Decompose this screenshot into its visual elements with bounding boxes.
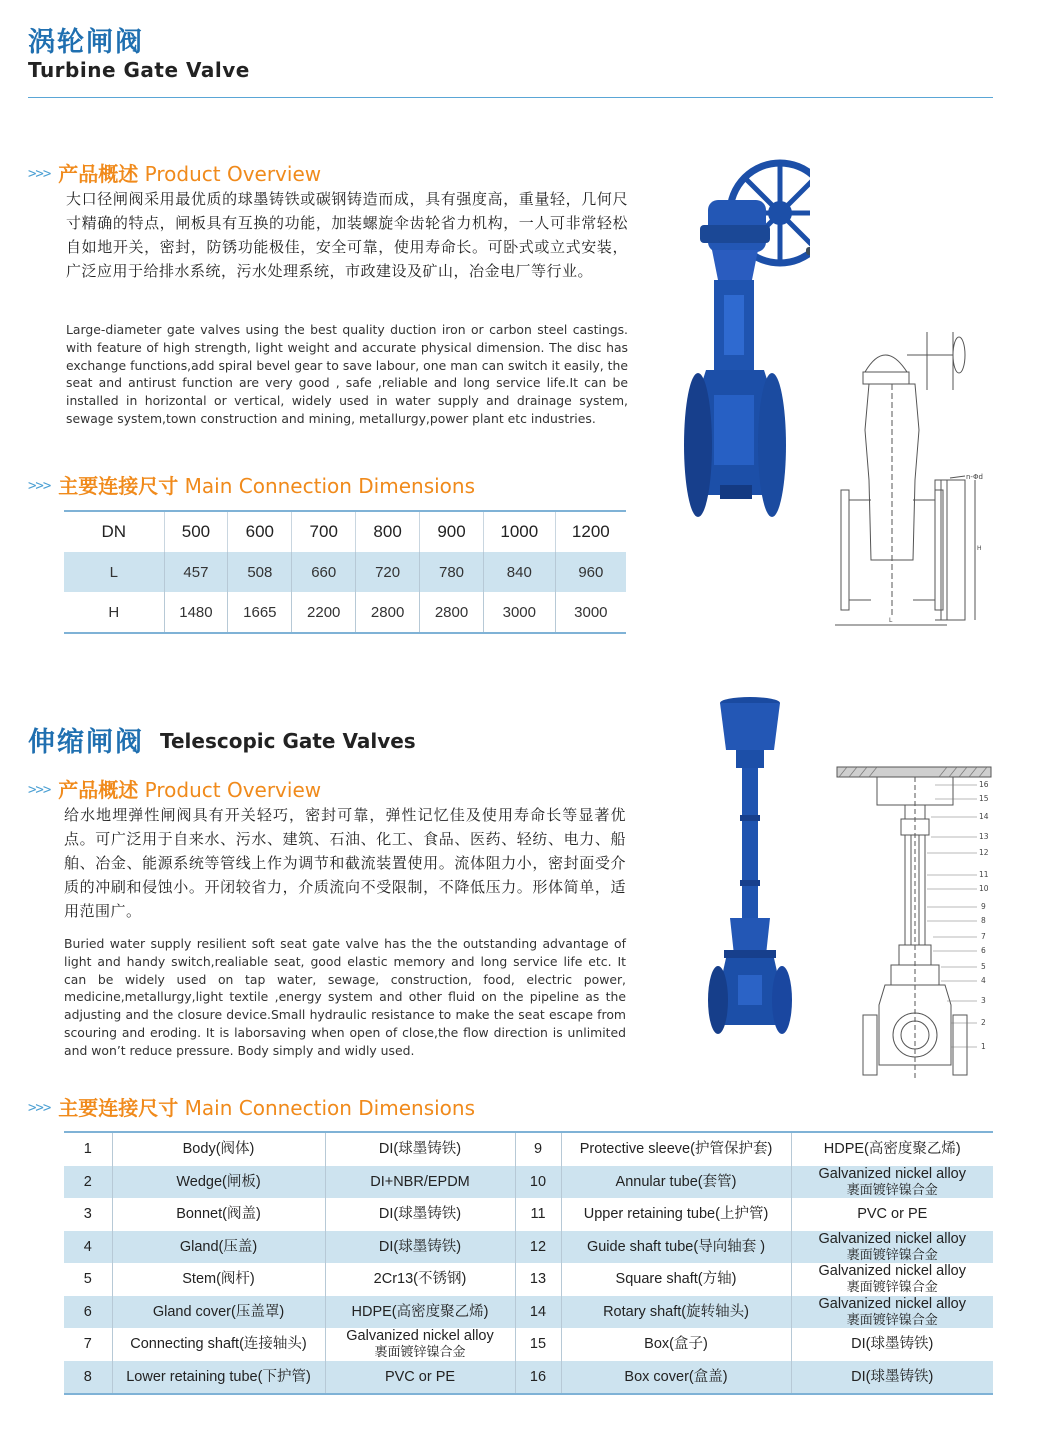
part-number: 6 — [981, 946, 986, 955]
table-cell: 508 — [228, 552, 292, 592]
part-material: DI+NBR/EPDM — [325, 1166, 515, 1199]
header-cell: 1000 — [483, 512, 555, 552]
part-no: 7 — [83, 1336, 92, 1353]
chevrons-icon: >>> — [28, 166, 51, 182]
part-material: Galvanized nickel alloy 裹面镀锌镍合金 — [791, 1263, 993, 1296]
part-name: Box(盒子) — [561, 1328, 791, 1361]
table-cell: 960 — [555, 552, 626, 592]
part-number: 10 — [979, 884, 989, 893]
table-row — [64, 1231, 993, 1264]
part-name: Protective sleeve(护管保护套) — [561, 1133, 791, 1166]
header-divider — [28, 97, 993, 98]
table-row — [64, 1133, 993, 1166]
part-number: 7 — [981, 932, 986, 941]
parts-table-wrap — [64, 1131, 993, 1395]
part-name: Stem(阀杆) — [112, 1263, 325, 1296]
part-no: 14 — [515, 1296, 561, 1329]
telescopic-description-en: Buried water supply resilient soft seat gate valve has the the outstanding advantage of light and handy switch,realiable seat, good elastic memory and long service life etc. It can be widely used on tap water, sewage, construction, food, electric power, medicine,metallurgy,light textile ,energy system and other fluid on the pipeline as the adjusting and the closure device.Small hydraulic resistance to make the seat escape from scouring and eroding. It is laborsaving when open of close,the flow direction is unlimited and won’t reduce pressure. Body simply and widly used. — [64, 936, 626, 1058]
telescopic-title-cn: 伸缩闸阀 — [28, 727, 144, 758]
part-material: DI(球墨铸铁) — [325, 1231, 515, 1264]
part-number: 1 — [981, 1042, 986, 1051]
part-material: PVC or PE — [791, 1198, 993, 1231]
table-cell: 780 — [420, 552, 484, 592]
part-name: Box cover(盒盖) — [561, 1361, 791, 1394]
part-name: Annular tube(套管) — [561, 1166, 791, 1199]
header-cell: 700 — [292, 512, 356, 552]
header-cell: 800 — [356, 512, 420, 552]
table-row — [64, 1166, 993, 1199]
drawing-dim-h: H — [977, 545, 982, 552]
part-no: 12 — [515, 1231, 561, 1264]
part-number: 3 — [981, 996, 986, 1005]
chevrons-icon: >>> — [28, 1100, 51, 1116]
table-cell: 1480 — [164, 592, 228, 632]
part-name: Upper retaining tube(上护管) — [561, 1198, 791, 1231]
drawing-part-numbers — [979, 780, 989, 1051]
part-number: 9 — [981, 902, 986, 911]
telescopic-description-cn: 给水地埋弹性闸阀具有开关轻巧，密封可靠，弹性记忆佳及使用寿命长等显著优点。可广泛用于自来水、污水、建筑、石油、化工、食品、医药、轻纺、电力、船舶、冶金、能源系统等管线上作为调节和截流装置使用。流体阻力小，密封面受介质的冲刷和侵蚀小。开闭较省力，介质流向不受限制，不降低压力。形体简单，适用范围广。 — [64, 806, 626, 920]
part-material: PVC or PE — [325, 1361, 515, 1394]
part-no: 3 — [83, 1206, 92, 1223]
part-material: Galvanized nickel alloy 裹面镀锌镍合金 — [791, 1231, 993, 1264]
turbine-dimensions-heading: >>> 主要连接尺寸 Main Connection Dimensions — [28, 474, 476, 498]
part-material: 2Cr13(不锈钢) — [325, 1263, 515, 1296]
part-number: 8 — [981, 916, 986, 925]
table-row — [64, 592, 626, 632]
table-row — [64, 1361, 993, 1394]
table-cell: 3000 — [483, 592, 555, 632]
header-cell: 500 — [164, 512, 228, 552]
part-material: Galvanized nickel alloy 裹面镀锌镍合金 — [325, 1328, 515, 1361]
page-title-en: Turbine Gate Valve — [28, 58, 250, 82]
part-name: Square shaft(方轴) — [561, 1263, 791, 1296]
part-no: 9 — [515, 1133, 561, 1166]
part-no: 13 — [515, 1263, 561, 1296]
part-material: Galvanized nickel alloy 裹面镀锌镍合金 — [791, 1166, 993, 1199]
table-cell: 1665 — [228, 592, 292, 632]
part-no: 5 — [83, 1271, 92, 1288]
header-cell: DN — [101, 522, 127, 541]
part-name: Guide shaft tube(导向轴套 ) — [561, 1231, 791, 1264]
table-cell: 720 — [356, 552, 420, 592]
header-cell: 900 — [420, 512, 484, 552]
part-no: 16 — [515, 1361, 561, 1394]
table-row — [64, 552, 626, 592]
turbine-valve-photo — [680, 155, 810, 530]
part-name: Gland(压盖) — [112, 1231, 325, 1264]
part-name: Bonnet(阀盖) — [112, 1198, 325, 1231]
part-no: 2 — [64, 1166, 112, 1199]
table-cell: 2200 — [292, 592, 356, 632]
turbine-dimensions-table — [64, 512, 626, 632]
part-number: 5 — [981, 962, 986, 971]
part-no: 8 — [64, 1361, 112, 1394]
telescopic-overview-heading: >>> 产品概述 Product Overview — [28, 778, 322, 802]
table-cell: H — [108, 603, 120, 621]
part-number: 11 — [979, 870, 989, 879]
table-row — [64, 1296, 993, 1329]
part-no: 6 — [64, 1296, 112, 1329]
part-no: 10 — [515, 1166, 561, 1199]
table-row — [64, 1263, 993, 1296]
part-no: 1 — [83, 1141, 92, 1158]
part-name: Gland cover(压盖罩) — [112, 1296, 325, 1329]
telescopic-technical-drawing — [835, 765, 993, 1083]
page-title-cn: 涡轮闸阀 — [28, 27, 144, 58]
table-cell: 457 — [164, 552, 228, 592]
table-cell: 660 — [292, 552, 356, 592]
part-number: 12 — [979, 848, 989, 857]
table-cell: 2800 — [420, 592, 484, 632]
part-number: 14 — [979, 812, 989, 821]
part-material: DI(球墨铸铁) — [791, 1328, 993, 1361]
drawing-dim-l: L — [889, 617, 893, 624]
table-row — [64, 1328, 993, 1361]
turbine-description-cn: 大口径闸阀采用最优质的球墨铸铁或碳钢铸造而成，具有强度高，重量轻，几何尺寸精确的特点，闸板具有互换的功能，加装螺旋伞齿轮省力机构，一人可非常轻松自如地开关，密封，防锈功能极佳，安全可靠，使用寿命长。可卧式或立式安装，广泛应用于给排水系统，污水处理系统，市政建设及矿山，冶金电厂等行业。 — [66, 190, 628, 280]
turbine-overview-heading: >>> 产品概述 Product Overview — [28, 162, 322, 186]
header-cell: 600 — [228, 512, 292, 552]
table-header-row — [64, 512, 626, 552]
part-number: 2 — [981, 1018, 986, 1027]
turbine-description-en: Large-diameter gate valves using the best quality duction iron or carbon steel castings. with feature of high strength, light weight and accurate physical dimension. The disc has exchange functions,add spiral bevel gear to save labour, one man can switch it easily, the seat and antirust function are very good , safe ,reliable and long service life.It can be installed in horizontal or vertical, widely used in water supply and drainage system, sewage system,town construction and mining, metallurgy,power plant etc industries. — [66, 322, 628, 426]
turbine-technical-drawing — [835, 330, 985, 626]
part-name: Rotary shaft(旋转轴头) — [561, 1296, 791, 1329]
chevrons-icon: >>> — [28, 478, 51, 494]
table-cell: 840 — [483, 552, 555, 592]
telescopic-valve-photo — [700, 695, 800, 1040]
part-no: 4 — [64, 1231, 112, 1264]
part-material: DI(球墨铸铁) — [325, 1133, 515, 1166]
part-material: HDPE(高密度聚乙烯) — [325, 1296, 515, 1329]
table-cell: 2800 — [356, 592, 420, 632]
telescopic-title-en: Telescopic Gate Valves — [160, 729, 416, 753]
part-material: HDPE(高密度聚乙烯) — [791, 1133, 993, 1166]
part-no: 11 — [515, 1198, 561, 1231]
part-name: Wedge(闸板) — [112, 1166, 325, 1199]
part-material: DI(球墨铸铁) — [791, 1361, 993, 1394]
table-row — [64, 1198, 993, 1231]
chevrons-icon: >>> — [28, 782, 51, 798]
telescopic-dimensions-heading: >>> 主要连接尺寸 Main Connection Dimensions — [28, 1096, 476, 1120]
header-cell: 1200 — [555, 512, 626, 552]
parts-table — [64, 1133, 993, 1393]
part-number: 15 — [979, 794, 989, 803]
drawing-callout: n-Φd — [966, 473, 983, 481]
table-cell: 3000 — [555, 592, 626, 632]
part-material: DI(球墨铸铁) — [325, 1198, 515, 1231]
table-cell: L — [64, 552, 164, 592]
part-material: Galvanized nickel alloy 裹面镀锌镍合金 — [791, 1296, 993, 1329]
part-name: Lower retaining tube(下护管) — [112, 1361, 325, 1394]
part-number: 13 — [979, 832, 989, 841]
part-name: Body(阀体) — [112, 1133, 325, 1166]
part-name: Connecting shaft(连接轴头) — [112, 1328, 325, 1361]
turbine-dimensions-table-wrap — [64, 510, 626, 634]
part-number: 4 — [981, 976, 986, 985]
part-number: 16 — [979, 780, 989, 789]
part-no: 15 — [515, 1328, 561, 1361]
